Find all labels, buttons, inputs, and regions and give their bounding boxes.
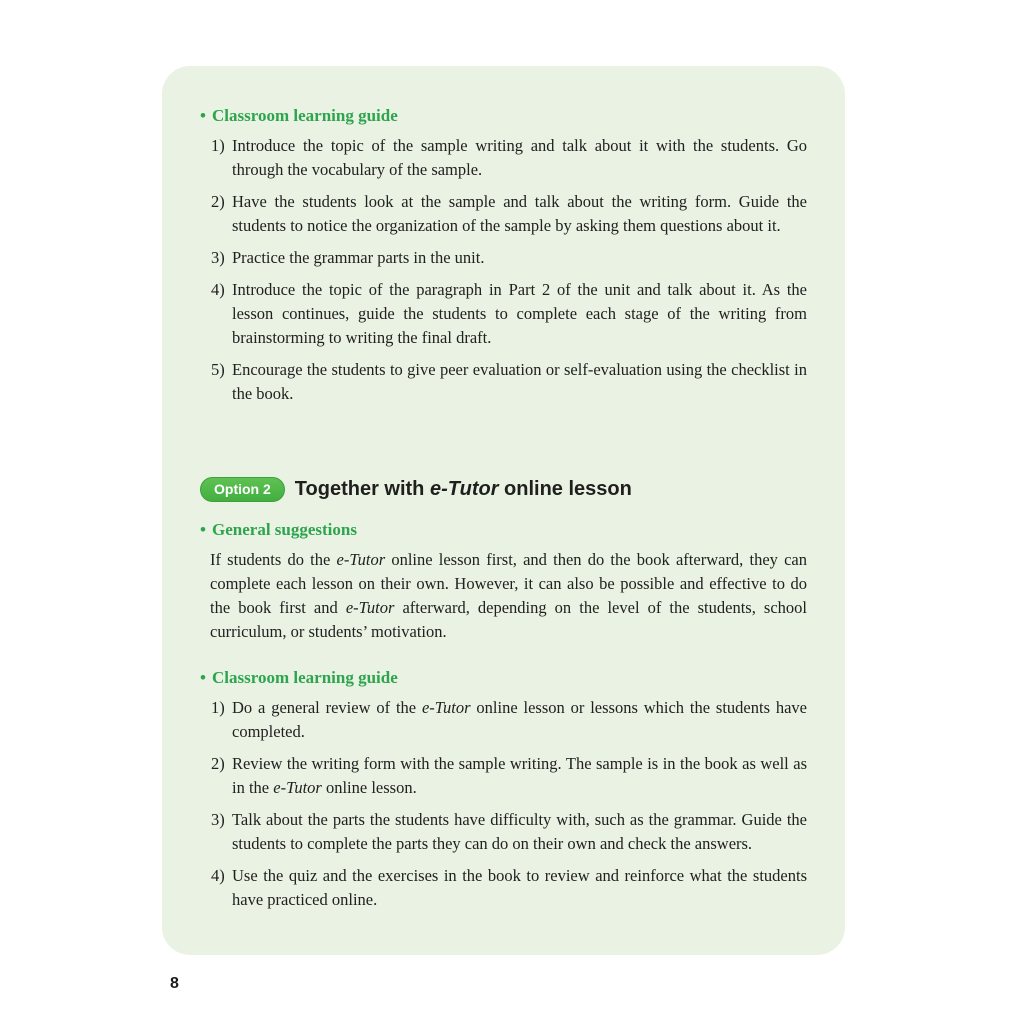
list-item-number: 1) <box>211 698 225 717</box>
section-classroom-guide-2 <box>200 666 807 912</box>
list-item-text: Practice the grammar parts in the unit. <box>232 248 485 267</box>
list-item-text: Have the students look at the sample and talk about the writing form. Guide the students to notice the organization of the sample by asking them questions about it. <box>232 192 807 235</box>
list-item-text: Do a general review of the e-Tutor online lesson or lessons which the students have completed. <box>232 698 807 741</box>
list-item <box>211 358 807 406</box>
section-heading-label: Classroom learning guide <box>212 106 398 125</box>
list-item-number: 4) <box>211 866 225 885</box>
bullet-icon: • <box>200 106 206 125</box>
bullet-icon: • <box>200 668 206 687</box>
list-item-text: Review the writing form with the sample writing. The sample is in the book as well as in the e-Tutor online lesson. <box>232 754 807 797</box>
list-item-text: Use the quiz and the exercises in the book to review and reinforce what the students have practiced online. <box>232 866 807 909</box>
list-item-text: Encourage the students to give peer evaluation or self-evaluation using the checklist in the book. <box>232 360 807 403</box>
body-paragraph: If students do the e-Tutor online lesson first, and then do the book afterward, they can complete each lesson on their own. However, it can also be possible and effective to do the book first and e-Tutor afterward, depending on the level of the students, school curriculum, or students’ motivation. <box>210 550 808 641</box>
option-badge: Option 2 <box>200 477 285 502</box>
list-item <box>211 752 807 800</box>
list-item-text: Introduce the topic of the sample writing and talk about it with the students. Go through the vocabulary of the sample. <box>232 136 807 179</box>
list-item <box>211 808 807 856</box>
list-item-number: 5) <box>211 360 225 379</box>
bullet-icon: • <box>200 520 206 539</box>
list-item-number: 4) <box>211 280 225 299</box>
list-item <box>211 696 807 744</box>
section-heading-label: Classroom learning guide <box>212 668 398 687</box>
section-heading-label: General suggestions <box>212 520 357 539</box>
list-item-text: Introduce the topic of the paragraph in Part 2 of the unit and talk about it. As the lesson continues, guide the students to complete each stage of the writing from brainstorming to writing the final draft. <box>232 280 807 347</box>
list-item-text: Talk about the parts the students have difficulty with, such as the grammar. Guide the students to complete the parts they can do on their own and check the answers. <box>232 810 807 853</box>
list-item <box>211 278 807 350</box>
list-item <box>211 134 807 182</box>
section-classroom-guide-1 <box>200 104 807 406</box>
list-item-number: 2) <box>211 754 225 773</box>
content-panel <box>162 66 845 955</box>
list-item-number: 1) <box>211 136 225 155</box>
numbered-list <box>200 696 807 912</box>
list-item-number: 2) <box>211 192 225 211</box>
list-item <box>211 190 807 238</box>
list-item <box>211 246 807 270</box>
option-header <box>200 476 807 502</box>
numbered-list <box>200 134 807 406</box>
section-heading <box>200 666 807 690</box>
section-general-suggestions <box>200 518 807 644</box>
section-heading <box>200 104 807 128</box>
list-item-number: 3) <box>211 248 225 267</box>
list-item <box>211 864 807 912</box>
list-item-number: 3) <box>211 810 225 829</box>
option-title: Together with e-Tutor online lesson <box>294 478 632 500</box>
section-heading <box>200 518 807 542</box>
page-number: 8 <box>170 975 179 992</box>
